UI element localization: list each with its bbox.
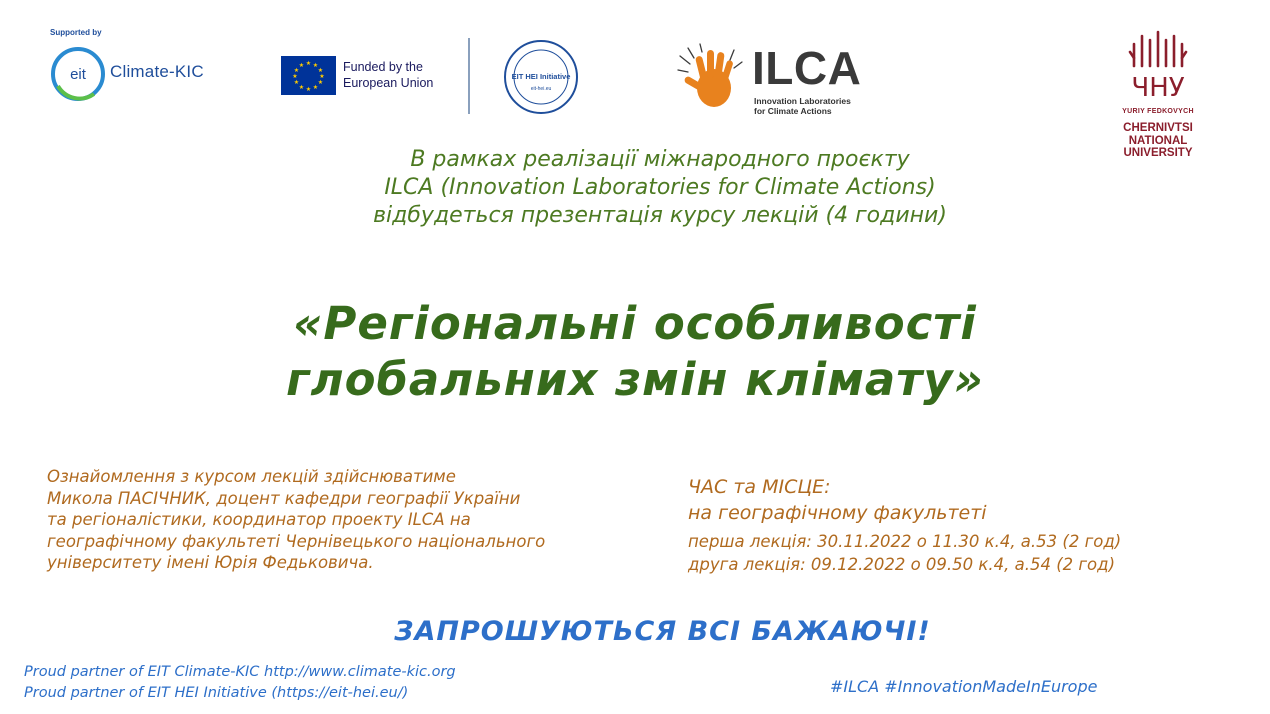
ilca-sub-line-1: Innovation Laboratories: [754, 96, 851, 106]
schedule-list: [688, 530, 1121, 576]
svg-text:★: ★: [305, 60, 312, 67]
chnu-name-line-2: NATIONAL: [1128, 134, 1188, 147]
logo-divider: [468, 38, 470, 114]
ilca-sub-line-2: for Climate Actions: [754, 106, 832, 116]
course-title: [120, 296, 1150, 408]
lecturer-description: [47, 466, 647, 574]
svg-text:★: ★: [298, 62, 305, 69]
chnu-name-line-1: CHERNIVTSI: [1123, 122, 1193, 134]
schedule-heading-1: ЧАС та МІСЦЕ:: [688, 476, 831, 498]
svg-text:★: ★: [292, 73, 298, 80]
hei-seal-url: eit-hei.eu: [530, 86, 552, 92]
invitation-banner: ЗАПРОШУЮТЬСЯ ВСІ БАЖАЮЧІ!: [394, 616, 931, 647]
intro-line-1: В рамках реалізації міжнародного проєкту: [410, 147, 910, 172]
svg-text:★: ★: [312, 84, 319, 91]
climate-kic-label: Climate-KIC: [110, 62, 204, 81]
lecturer-line-1: Ознайомлення з курсом лекцій здійснюватиме: [47, 467, 456, 486]
partner-links: [24, 662, 456, 704]
svg-text:★: ★: [312, 62, 319, 69]
partner-eit-hei[interactable]: Proud partner of EIT HEI Initiative (https://eit-hei.eu/): [24, 685, 409, 701]
eit-hei-seal-icon: [502, 38, 580, 116]
eu-line-2: European Union: [343, 76, 434, 90]
ilca-logo-subtitle: [754, 96, 884, 116]
lecturer-line-3: та регіоналістики, координатор проекту ILCA на: [47, 510, 471, 529]
chnu-name-line-3: UNIVERSITY: [1123, 147, 1193, 159]
svg-text:★: ★: [317, 79, 324, 86]
svg-text:★: ★: [317, 67, 324, 74]
supported-by-label: Supported by: [50, 28, 102, 37]
eu-flag-icon: [281, 56, 336, 95]
chnu-university-name: [1100, 122, 1216, 160]
hei-seal-text: EIT HEI Initiative: [511, 72, 571, 81]
partner-climate-kic[interactable]: Proud partner of EIT Climate-KIC http://www.climate-kic.org: [24, 664, 456, 680]
svg-text:★: ★: [319, 73, 325, 80]
schedule-heading: [688, 474, 987, 526]
intro-text: [290, 146, 1030, 230]
lecturer-line-4: географічному факультеті Чернівецького національного: [47, 531, 546, 551]
chnu-small-label: YURIY FEDKOVYCH: [1122, 108, 1194, 115]
course-title-line-2: глобальних змін клімату»: [286, 353, 984, 406]
ilca-hand-icon: [674, 42, 748, 116]
ilca-logo-title: ILCA: [752, 42, 862, 94]
eu-line-1: Funded by the: [343, 60, 423, 74]
intro-line-2: ILCA (Innovation Laboratories for Climate Actions): [384, 175, 936, 200]
eit-logo-text: eit: [70, 66, 86, 83]
eit-logo-icon: [50, 46, 106, 102]
lecturer-line-2: Микола ПАСІЧНИК, доцент кафедри географії України: [47, 488, 521, 508]
svg-text:★: ★: [293, 67, 300, 74]
chnu-letters: ЧНУ: [1131, 73, 1185, 102]
eu-funding-label: [343, 59, 453, 91]
schedule-heading-2: на географічному факультеті: [688, 502, 987, 524]
chnu-logo-icon: [1120, 30, 1196, 102]
schedule-lecture-1: перша лекція: 30.11.2022 о 11.30 к.4, а.53 (2 год): [688, 532, 1122, 551]
schedule-lecture-2: друга лекція: 09.12.2022 о 09.50 к.4, а.54 (2 год): [688, 555, 1116, 574]
intro-line-3: відбудеться презентація курсу лекцій (4 години): [373, 203, 947, 228]
course-title-line-1: «Регіональні особливості: [293, 297, 977, 350]
svg-text:★: ★: [305, 86, 312, 93]
hashtags: #ILCA #InnovationMadeInEurope: [830, 677, 1098, 696]
svg-text:★: ★: [293, 79, 300, 86]
svg-text:★: ★: [298, 84, 305, 91]
lecturer-line-5: університету імені Юрія Федьковича.: [47, 553, 374, 572]
